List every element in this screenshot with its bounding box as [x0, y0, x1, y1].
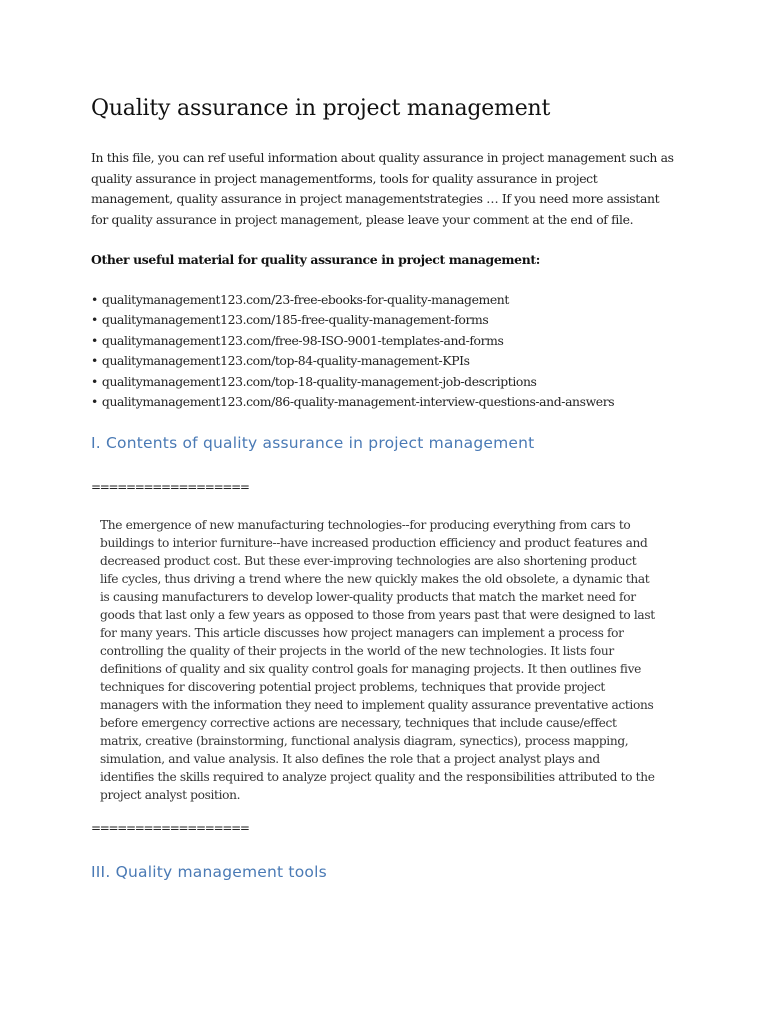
link-text: qualitymanagement123.com/free-98-ISO-9001-templates-and-forms [101, 332, 504, 348]
list-item [91, 331, 691, 351]
link-text: qualitymanagement123.com/top-84-quality-management-KPIs [101, 353, 470, 369]
intro-paragraph: In this file, you can ref useful information about quality assurance in project management such as quality assurance in project managementforms, tools for quality assurance in project management, quality assurance in project managementstrategies … If you need more assistant for quality assurance in project management, please leave your comment at the end of file. [91, 150, 674, 227]
divider-bottom: ================== [91, 821, 249, 835]
list-item [91, 351, 691, 371]
divider-top: ================== [91, 480, 249, 494]
bullet-icon: • [91, 332, 98, 348]
bullet-icon: • [91, 312, 98, 328]
useful-material-heading: Other useful material for quality assurance in project management: [91, 252, 540, 267]
section-heading-contents: I. Contents of quality assurance in project management [91, 434, 535, 452]
list-item [91, 372, 691, 392]
abstract-paragraph: The emergence of new manufacturing technologies--for producing everything from cars to buildings to interior furniture--have increased production efficiency and product features and decreased product cost. But these ever-improving technologies are also shortening product life cycles, thus driving a trend where the new quickly makes the old obsolete, a dynamic that is causing manufacturers to develop lower-quality products that match the market need for goods that last only a few years as opposed to those from years past that were designed to last for many years. This article discusses how project managers can implement a process for controlling the quality of their projects in the world of the new technologies. It lists four definitions of quality and six quality control goals for managing projects. It then outlines five techniques for discovering potential project problems, techniques that provide project managers with the information they need to implement quality assurance preventative actions before emergency corrective actions are necessary, techniques that include cause/effect matrix, creative (brainstorming, functional analysis diagram, synectics), process mapping, simulation, and value analysis. It also defines the role that a project analyst plays and identifies the skills required to analyze project quality and the responsibilities attributed to the project analyst position. [100, 518, 655, 802]
bullet-icon: • [91, 373, 98, 389]
link-text: qualitymanagement123.com/86-quality-management-interview-questions-and-answers [101, 394, 615, 410]
link-text: qualitymanagement123.com/23-free-ebooks-for-quality-management [101, 292, 509, 307]
list-item [91, 290, 691, 310]
list-item [91, 310, 691, 330]
bullet-icon: • [91, 353, 98, 369]
section-heading-tools: III. Quality management tools [91, 863, 327, 881]
useful-links-list [91, 290, 691, 412]
bullet-icon: • [91, 394, 98, 410]
list-item [91, 392, 691, 412]
link-text: qualitymanagement123.com/185-free-quality-management-forms [101, 312, 489, 328]
bullet-icon: • [91, 292, 98, 307]
link-text: qualitymanagement123.com/top-18-quality-management-job-descriptions [101, 373, 537, 389]
document-title: Quality assurance in project management [91, 96, 551, 121]
